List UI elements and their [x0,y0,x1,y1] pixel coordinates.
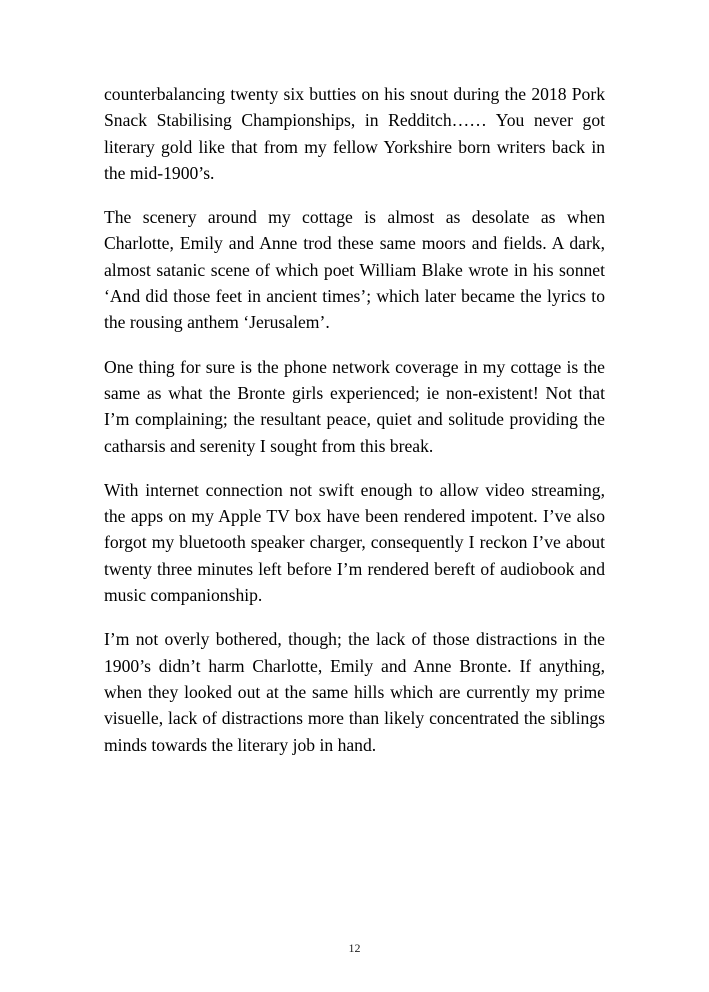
paragraph-2: The scenery around my cottage is almost as desolate as when Charlotte, Emily and Anne trod these same moors and fields. A dark, almost satanic scene of which poet William Blake wrote in his sonnet ‘And did those feet in ancient times’; which later became the lyrics to the rousing anthem ‘Jerusalem’. [104,207,605,333]
paragraph-4: With internet connection not swift enough to allow video streaming, the apps on my Apple TV box have been rendered impotent. I’ve also forgot my bluetooth speaker charger, consequently I reckon I’ve about twenty three minutes left before I’m rendered bereft of audiobook and music companionship. [104,479,605,606]
paragraph-3: One thing for sure is the phone network coverage in my cottage is the same as what the Bronte girls experienced; ie non-existent! Not that I’m complaining; the resultant peace, quiet and solitude providing the catharsis and serenity I sought from this break. [104,356,605,456]
paragraph-1: counterbalancing twenty six butties on his snout during the 2018 Pork Snack Stabilising Championships, in Redditch…… You never got literary gold like that from my fellow Yorkshire born writers back in the mid-1900’s. [104,84,605,183]
paragraph-5: I’m not overly bothered, though; the lack of those distractions in the 1900’s didn’t harm Charlotte, Emily and Anne Bronte. If anything, when they looked out at the same hills which are currently my prime visuelle, lack of distractions more than likely concentrated the siblings minds towards the literary job in hand. [104,629,605,755]
body-text [104,81,605,776]
page-number: 12 [348,941,361,955]
